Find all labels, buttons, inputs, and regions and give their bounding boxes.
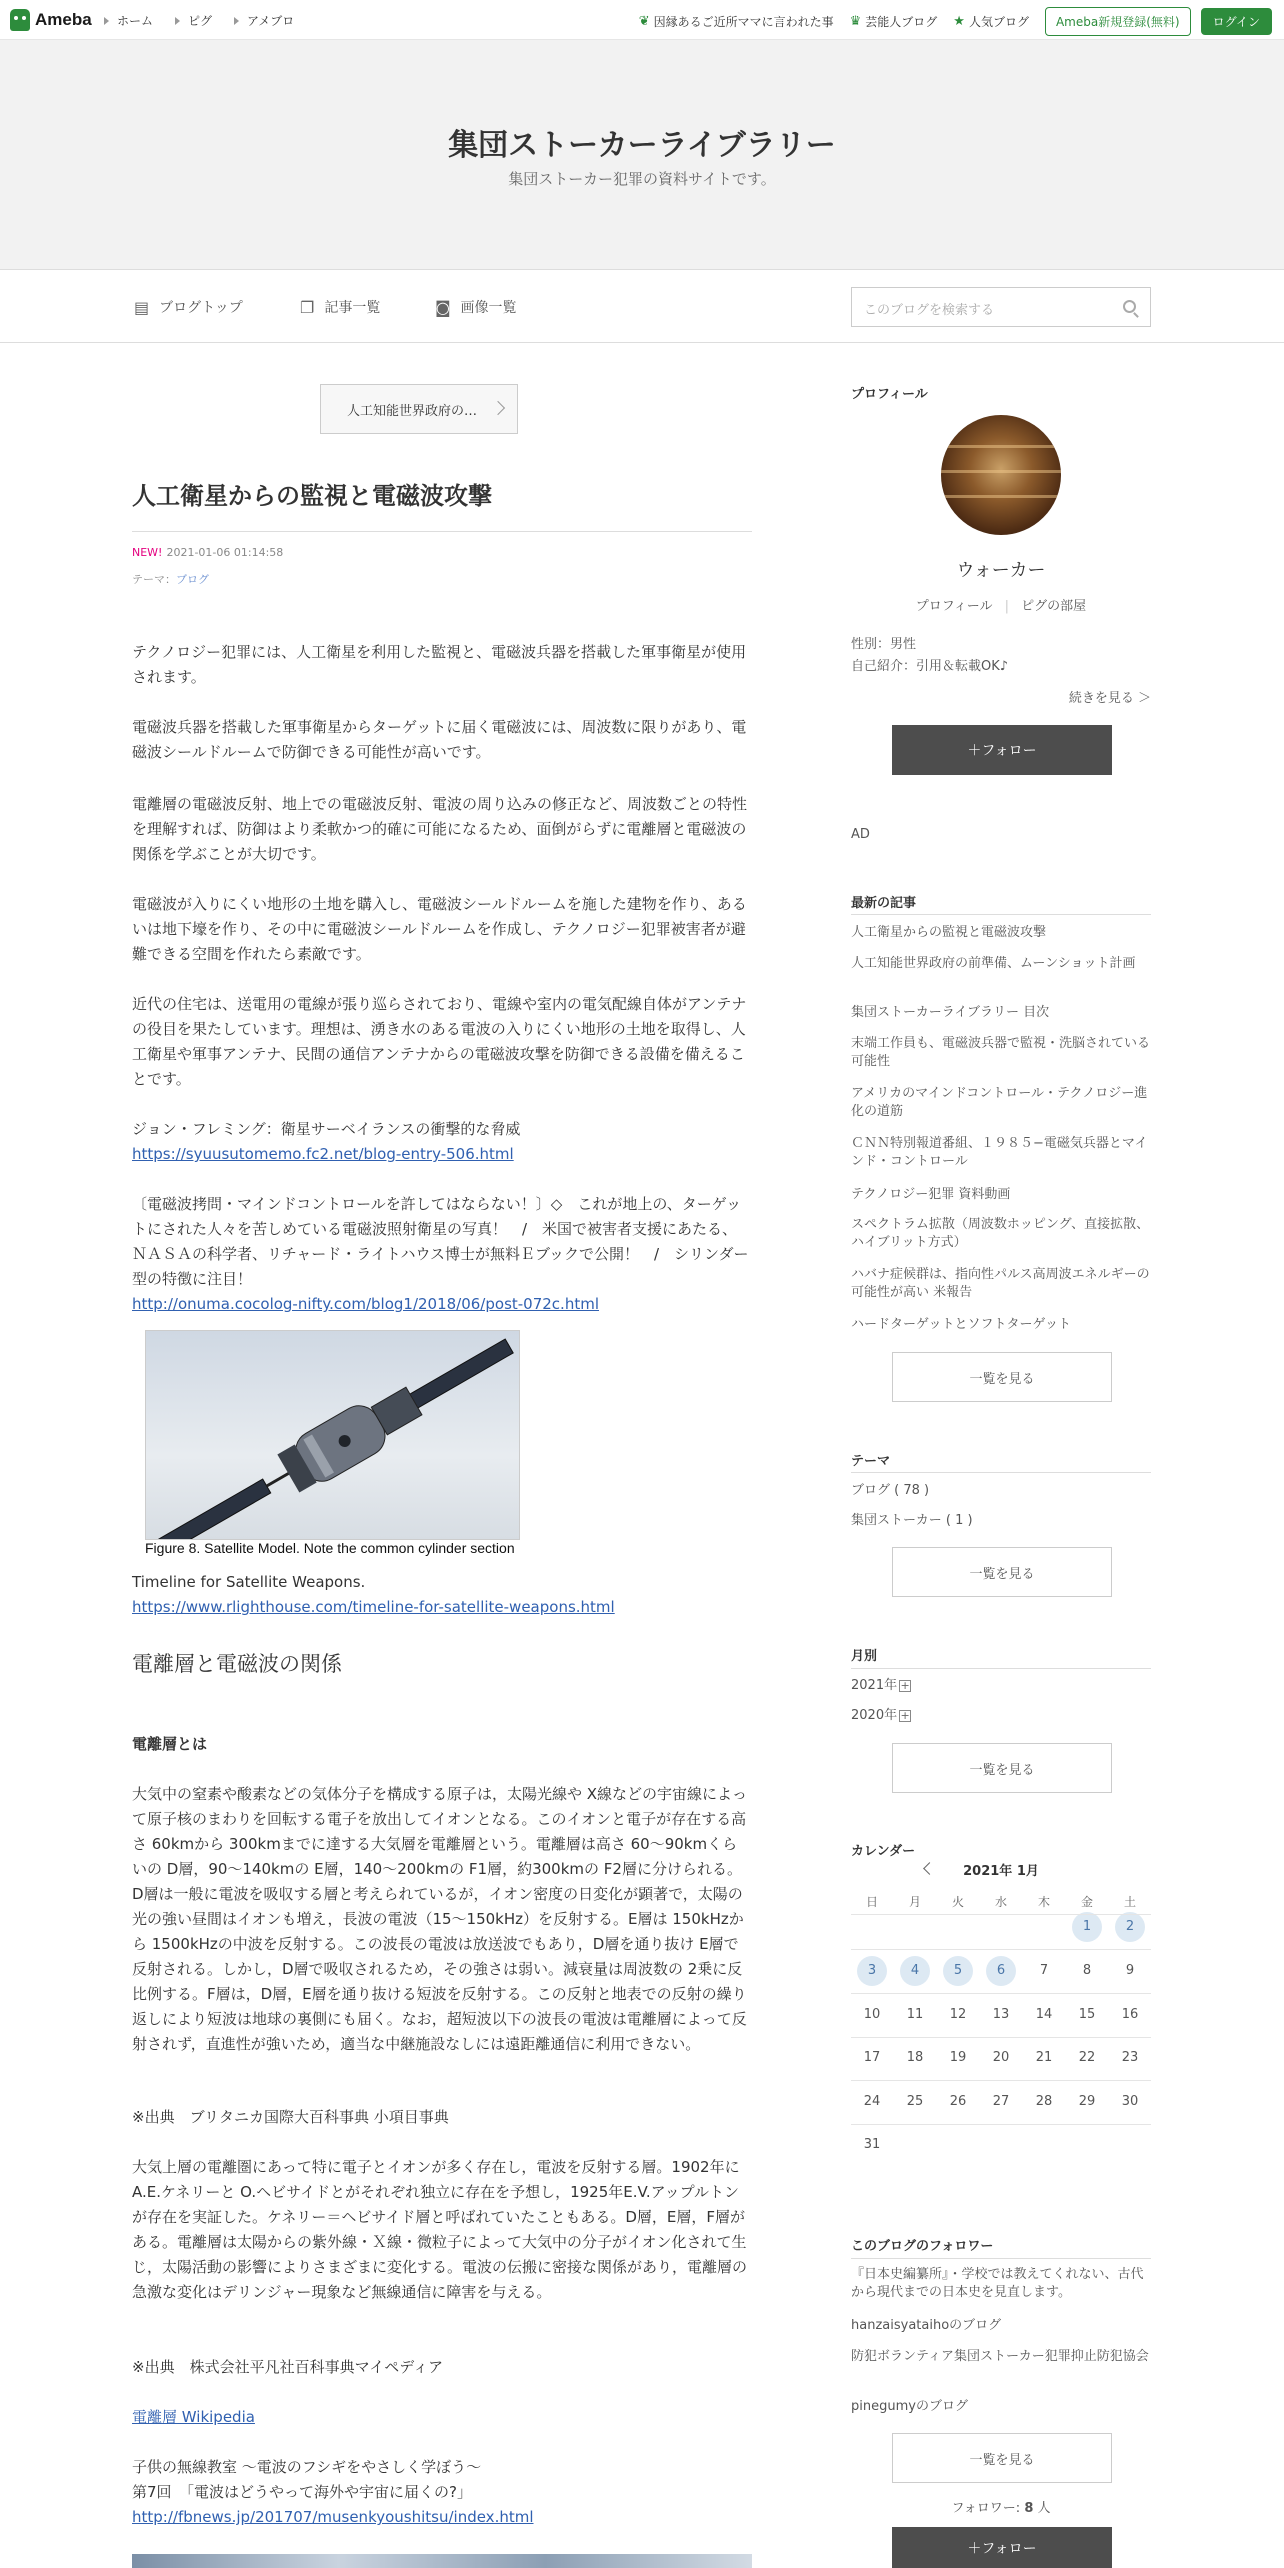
reference-1-text: ジョン・フレミング：衛星サーベイランスの衝撃的な脅威 — [132, 1120, 521, 1138]
calendar-day: 28 — [1035, 2094, 1053, 2109]
satellite-image[interactable] — [145, 1330, 520, 1540]
calendar-day[interactable]: 3 — [857, 1956, 887, 1986]
triangle-icon — [104, 17, 109, 25]
global-nav — [104, 12, 316, 29]
calendar-day: 17 — [863, 2050, 881, 2065]
paragraph-4: 電磁波が入りにくい地形の土地を購入し、電磁波シールドルームを施した建物を作り、あるいは地下壕を作り、その中に電磁波シールドルームを作成し、テクノロジー犯罪被害者が避難できる空間を作れたら素敵です。 — [132, 895, 747, 963]
paragraph-3: 電離層の電磁波反射、地上での電磁波反射、電波の周り込みの修正など、周波数ごとの特性を理解すれば、防御はより柔軟かつ的確に可能になるため、面倒がらずに電離層と電磁波の関係を学ぶことが大切です。 — [132, 795, 748, 863]
article-title[interactable]: 人工衛星からの監視と電磁波攻撃 — [132, 476, 752, 532]
article-theme: テーマ：ブログ — [132, 573, 209, 586]
recent-item[interactable]: ＣＮＮ特別報道番組、１９８５−電磁気兵器とマインド・コントロール — [851, 1136, 1148, 1169]
leaf-icon: ❦ — [638, 14, 650, 29]
calendar-day: 26 — [949, 2094, 967, 2109]
document-icon: ▤ — [134, 297, 150, 317]
profile-gender: 性別：男性 — [851, 637, 917, 652]
calendar-weekday: 火 — [951, 1895, 964, 1909]
theme-link[interactable]: ブログ — [176, 573, 209, 586]
triangle-icon — [175, 17, 180, 25]
calendar-day: 12 — [949, 2007, 967, 2022]
calendar-day: 16 — [1121, 2007, 1139, 2022]
reference-3-text: Timeline for Satellite Weapons. — [132, 1573, 366, 1591]
new-badge: NEW! — [132, 546, 163, 559]
theme-list-button[interactable]: 一覧を見る — [892, 1547, 1112, 1597]
calendar-day: 31 — [863, 2137, 881, 2152]
theme-heading: テーマ — [851, 1454, 891, 1469]
recent-item[interactable]: スペクトラム拡散（周波数ホッピング、直接拡散、ハイブリット方式） — [851, 1217, 1150, 1250]
divider — [851, 2258, 1151, 2259]
followers-list-button[interactable]: 一覧を見る — [892, 2433, 1112, 2483]
kids-reference — [132, 2455, 752, 2530]
wikipedia-link[interactable]: 電離層 Wikipedia — [132, 2408, 255, 2426]
monthly-heading: 月別 — [851, 1649, 878, 1664]
calendar-row-divider — [851, 2037, 1151, 2038]
calendar-day: 8 — [1082, 1963, 1092, 1978]
reference-3-link[interactable]: https://www.rlighthouse.com/timeline-for-satellite-weapons.html — [132, 1598, 615, 1616]
calendar-day: 11 — [906, 2007, 924, 2022]
calendar-row-divider — [851, 1993, 1151, 1994]
profile-link[interactable]: プロフィール — [915, 599, 993, 614]
calendar-day: 29 — [1078, 2094, 1096, 2109]
divider — [851, 914, 1151, 915]
source-2: ※出典 株式会社平凡社百科事典マイペディア — [132, 2358, 444, 2376]
calendar-day: 21 — [1035, 2050, 1053, 2065]
subsection-title: 電離層とは — [132, 1735, 208, 1753]
calendar-day: 27 — [992, 2094, 1010, 2109]
prev-entry-button[interactable]: 人工知能世界政府の… — [320, 384, 518, 434]
profile-links — [851, 598, 1151, 616]
calendar-day: 25 — [906, 2094, 924, 2109]
recent-item[interactable]: アメリカのマインドコントロール・テクノロジー進化の道筋 — [851, 1086, 1148, 1119]
follower-count: フォロワー: 8 人 — [951, 2501, 1051, 2516]
calendar-day: 15 — [1078, 2007, 1096, 2022]
divider — [851, 1472, 1151, 1473]
profile-heading: プロフィール — [851, 387, 928, 402]
follow-button-bottom[interactable]: ＋フォロー — [892, 2527, 1112, 2568]
month-item[interactable]: 2020年 + — [851, 1708, 910, 1723]
copy-icon: ❐ — [300, 297, 315, 317]
calendar-weekday: 水 — [994, 1895, 1007, 1909]
calendar-weekday: 月 — [908, 1895, 921, 1909]
blog-header — [0, 40, 1284, 270]
recent-item[interactable]: ハバナ症候群は、指向性パルス高周波エネルギーの可能性が高い 米報告 — [851, 1267, 1150, 1300]
paragraph-2: 電磁波兵器を搭載した軍事衛星からターゲットに届く電磁波には、周波数に限りがあり、電磁波シールドルームで防御できる可能性が高いです。 — [132, 718, 747, 761]
calendar-day: 10 — [863, 2007, 881, 2022]
upper-atmosphere-text: 大気上層の電離圏にあって特に電子とイオンが多く存在し，電波を反射する層。1902年に A.E.ケネリーと O.ヘビサイドとがそれぞれ独立に存在を予想し，1925年E.V.アップルトンが存在を実証した。ケネリー＝ヘビサイド層と呼ばれていたこともある。D層，E層，F層がある。電離層は太陽からの紫外線・Ｘ線・微粒子によって大気中の分子がイオン化されて生じ，太陽活動の影響によりさまざまに変化する。電波の伝搬に密接な関係があり，電離層の急激な変化はデリンジャー現象など無線通信に障害を与える。 — [132, 2158, 748, 2301]
figure-caption: Figure 8. Satellite Model. Note the common cylinder section — [145, 1540, 515, 1556]
blog-search-input[interactable] — [851, 287, 1151, 327]
popular-blog-link[interactable]: ★ 人気ブログ — [953, 14, 1029, 29]
ameba-logo[interactable] — [10, 8, 92, 32]
reference-2 — [132, 1192, 752, 1317]
nav-pigg[interactable]: ピグ — [175, 12, 212, 29]
calendar-heading: カレンダー — [851, 1844, 916, 1859]
follow-button[interactable]: ＋フォロー — [892, 725, 1112, 775]
entry-list-link[interactable]: ❐ 記事一覧 — [300, 297, 381, 317]
celebrity-blog-link[interactable]: ♛ 芸能人ブログ — [849, 14, 938, 29]
calendar-day[interactable]: 5 — [943, 1956, 973, 1986]
follower-item[interactable]: 防犯ボランティア集団ストーカー犯罪抑止防犯協会 — [851, 2349, 1149, 2364]
calendar-day[interactable]: 1 — [1072, 1912, 1102, 1942]
section-title: 電離層と電磁波の関係 — [132, 1652, 342, 1676]
avatar-shelf — [941, 445, 1061, 448]
satellite-illustration — [146, 1331, 520, 1540]
triangle-icon — [234, 17, 239, 25]
register-button[interactable]: Ameba新規登録(無料) — [1045, 7, 1191, 36]
search-icon[interactable] — [1123, 300, 1136, 313]
search-placeholder: このブログを検索する — [864, 303, 995, 318]
blog-title[interactable]: 集団ストーカーライブラリー — [448, 128, 836, 163]
recent-item[interactable]: テクノロジー犯罪 資料動画 — [851, 1187, 1011, 1202]
follower-item[interactable]: pinegumyのブログ — [851, 2399, 968, 2414]
calendar-day: 7 — [1039, 1963, 1049, 1978]
reference-1-link[interactable]: https://syuusutomemo.fc2.net/blog-entry-506.html — [132, 1145, 514, 1163]
followers-heading: このブログのフォロワー — [851, 2239, 994, 2254]
avatar-shelf — [941, 495, 1061, 498]
kids-title: 子供の無線教室 ～電波のフシギをやさしく学ぼう～ — [132, 2458, 482, 2476]
ad-label: AD — [851, 827, 870, 842]
reference-2-link[interactable]: http://onuma.cocolog-nifty.com/blog1/2018/06/post-072c.html — [132, 1295, 599, 1313]
global-right-nav — [639, 7, 1284, 36]
logo-text: Ameba — [35, 10, 92, 29]
ameba-logo-icon — [10, 9, 30, 31]
pig-room-link[interactable]: ピグの部屋 — [1021, 599, 1087, 614]
global-header — [0, 0, 1284, 40]
blog-nav — [0, 271, 1284, 343]
crown-icon: ♛ — [849, 14, 862, 29]
blog-description: 集団ストーカー犯罪の資料サイトです。 — [508, 170, 776, 188]
calendar-day: 19 — [949, 2050, 967, 2065]
calendar-day[interactable]: 4 — [900, 1956, 930, 1986]
recent-item[interactable]: 集団ストーカーライブラリー 目次 — [851, 1005, 1050, 1020]
calendar-weekday: 金 — [1080, 1895, 1093, 1909]
paragraph-5: 近代の住宅は、送電用の電線が張り巡らされており、電線や室内の電気配線自体がアンテナの役目を果たしています。理想は、湧き水のある電波の入りにくい地形の土地を取得し、人工衛星や軍事アンテナ、民間の通信アンテナからの電磁波攻撃を防御できる設備を備えることです。 — [132, 995, 747, 1088]
calendar-day: 24 — [863, 2094, 881, 2109]
kids-subtitle: 第7回 「電波はどうやって海外や宇宙に届くの?」 — [132, 2483, 473, 2501]
expand-icon[interactable]: + — [900, 1678, 910, 1692]
nav-home[interactable]: ホーム — [104, 12, 153, 29]
calendar-day: 18 — [906, 2050, 924, 2065]
camera-icon: ◙ — [435, 297, 451, 317]
profile-name[interactable]: ウォーカー — [956, 560, 1046, 581]
calendar-day: 13 — [992, 2007, 1010, 2022]
star-icon: ★ — [953, 14, 965, 29]
reference-2-text: 〔電磁波拷問・マインドコントロールを許してはならない！〕◇ これが地上の、ターゲットにされた人々を苦しめている電磁波照射衛星の写真！ / 米国で被害者支援にあたる、ＮＡＳＡの科学者、リチャード・ライトハウス博士が無料Ｅブックで公開！ / シリンダー型の特徴に注目！ — [132, 1195, 749, 1288]
calendar-weekday: 日 — [865, 1895, 878, 1909]
calendar-day: 20 — [992, 2050, 1010, 2065]
expand-icon[interactable]: + — [900, 1708, 910, 1722]
bottom-image[interactable] — [132, 2554, 752, 2568]
follower-item[interactable]: hanzaisyataihoのブログ — [851, 2318, 1002, 2333]
theme-item[interactable]: 集団ストーカー ( 1 ) — [851, 1513, 973, 1528]
article-date: 2021-01-06 01:14:58 — [166, 546, 284, 559]
trending-link[interactable]: ❦ 因縁あるご近所ママに言われた事 — [638, 14, 834, 29]
reference-3 — [132, 1570, 752, 1620]
kids-link[interactable]: http://fbnews.jp/201707/musenkyoushitsu/index.html — [132, 2508, 534, 2526]
calendar-row-divider — [851, 1914, 1151, 1915]
calendar-weekday: 土 — [1123, 1895, 1136, 1909]
recent-item[interactable]: 人工衛星からの監視と電磁波攻撃 — [851, 925, 1047, 940]
recent-item[interactable]: ハードターゲットとソフトターゲット — [851, 1317, 1071, 1332]
article-meta — [132, 546, 283, 559]
follower-item[interactable]: 『日本史編纂所』・学校では教えてくれない、古代から現代までの日本史を見直します。 — [851, 2267, 1144, 2300]
avatar-shelf — [941, 470, 1061, 473]
calendar-day: 14 — [1035, 2007, 1053, 2022]
blog-top-link[interactable]: ▤ ブログトップ — [134, 297, 243, 317]
theme-item[interactable]: ブログ ( 78 ) — [851, 1483, 930, 1498]
divider — [851, 1668, 1151, 1669]
calendar-row-divider — [851, 2080, 1151, 2081]
calendar-weekday: 木 — [1037, 1895, 1050, 1909]
profile-intro: 自己紹介：引用＆転載OK♪ — [851, 659, 1009, 674]
calendar-row-divider — [851, 2124, 1151, 2125]
avatar[interactable] — [941, 415, 1061, 535]
calendar-row-divider — [851, 1949, 1151, 1950]
source-1: ※出典 ブリタニカ国際大百科事典 小項目事典 — [132, 2108, 449, 2126]
image-list-link[interactable]: ◙ 画像一覧 — [435, 297, 517, 317]
calendar-day: 23 — [1121, 2050, 1139, 2065]
calendar-day: 30 — [1121, 2094, 1139, 2109]
paragraph-1: テクノロジー犯罪には、人工衛星を利用した監視と、電磁波兵器を搭載した軍事衛星が使用されます。 — [132, 643, 747, 686]
chevron-right-icon — [491, 401, 505, 415]
divider: | — [1004, 599, 1010, 614]
login-button[interactable]: ログイン — [1201, 8, 1272, 35]
calendar-day[interactable]: 6 — [986, 1956, 1016, 1986]
reference-1 — [132, 1117, 752, 1167]
ionosphere-text: 大気中の窒素や酸素などの気体分子を構成する原子は，太陽光線や X線などの宇宙線によって原子核のまわりを回転する電子を放出してイオンとなる。このイオンと電子が存在する高さ 60kmから 300kmまでに達する大気層を電離層という。電離層は高さ 60～90kmくらいの D層，90～140kmの E層，140～200kmの F1層，約300kmの F2層に分けられる。D層は一般に電波を吸収する層と考えられているが，イオン密度の日変化が顕著で，太陽の光の強い昼間はイオンも増え，長波の電波（15～150kHz）を反射する。E層は 150kHzから 1500kHzの中波を反射する。この波長の電波は放送波でもあり，D層を通り抜け E層で反射される。しかし，D層で吸収されるため，その強さは弱い。減衰量は周波数の 2乗に反比例する。F層は，D層，E層を通り抜ける短波を反射する。この反射と地表での反射の繰り返しにより短波は地球の裏側にも届く。なお，超短波以下の波長の電波は電離層によって反射されず，直進性が強いため，適当な中継施設なしには遠距離通信に利用できない。 — [132, 1785, 748, 2053]
calendar-day[interactable]: 2 — [1115, 1912, 1145, 1942]
recent-list-button[interactable]: 一覧を見る — [892, 1352, 1112, 1402]
recent-item[interactable]: 人工知能世界政府の前準備、ムーンショット計画 — [851, 956, 1136, 971]
nav-ameblo[interactable]: アメブロ — [234, 12, 294, 29]
monthly-list-button[interactable]: 一覧を見る — [892, 1743, 1112, 1793]
month-item[interactable]: 2021年 + — [851, 1678, 910, 1693]
recent-heading: 最新の記事 — [851, 896, 917, 911]
calendar-month: 2021年 1月 — [963, 1864, 1039, 1879]
profile-more-link[interactable]: 続きを見る ＞ — [1068, 691, 1151, 706]
calendar-day: 22 — [1078, 2050, 1096, 2065]
recent-item[interactable]: 末端工作員も、電磁波兵器で監視・洗脳されている可能性 — [851, 1036, 1151, 1069]
calendar-day: 9 — [1125, 1963, 1135, 1978]
